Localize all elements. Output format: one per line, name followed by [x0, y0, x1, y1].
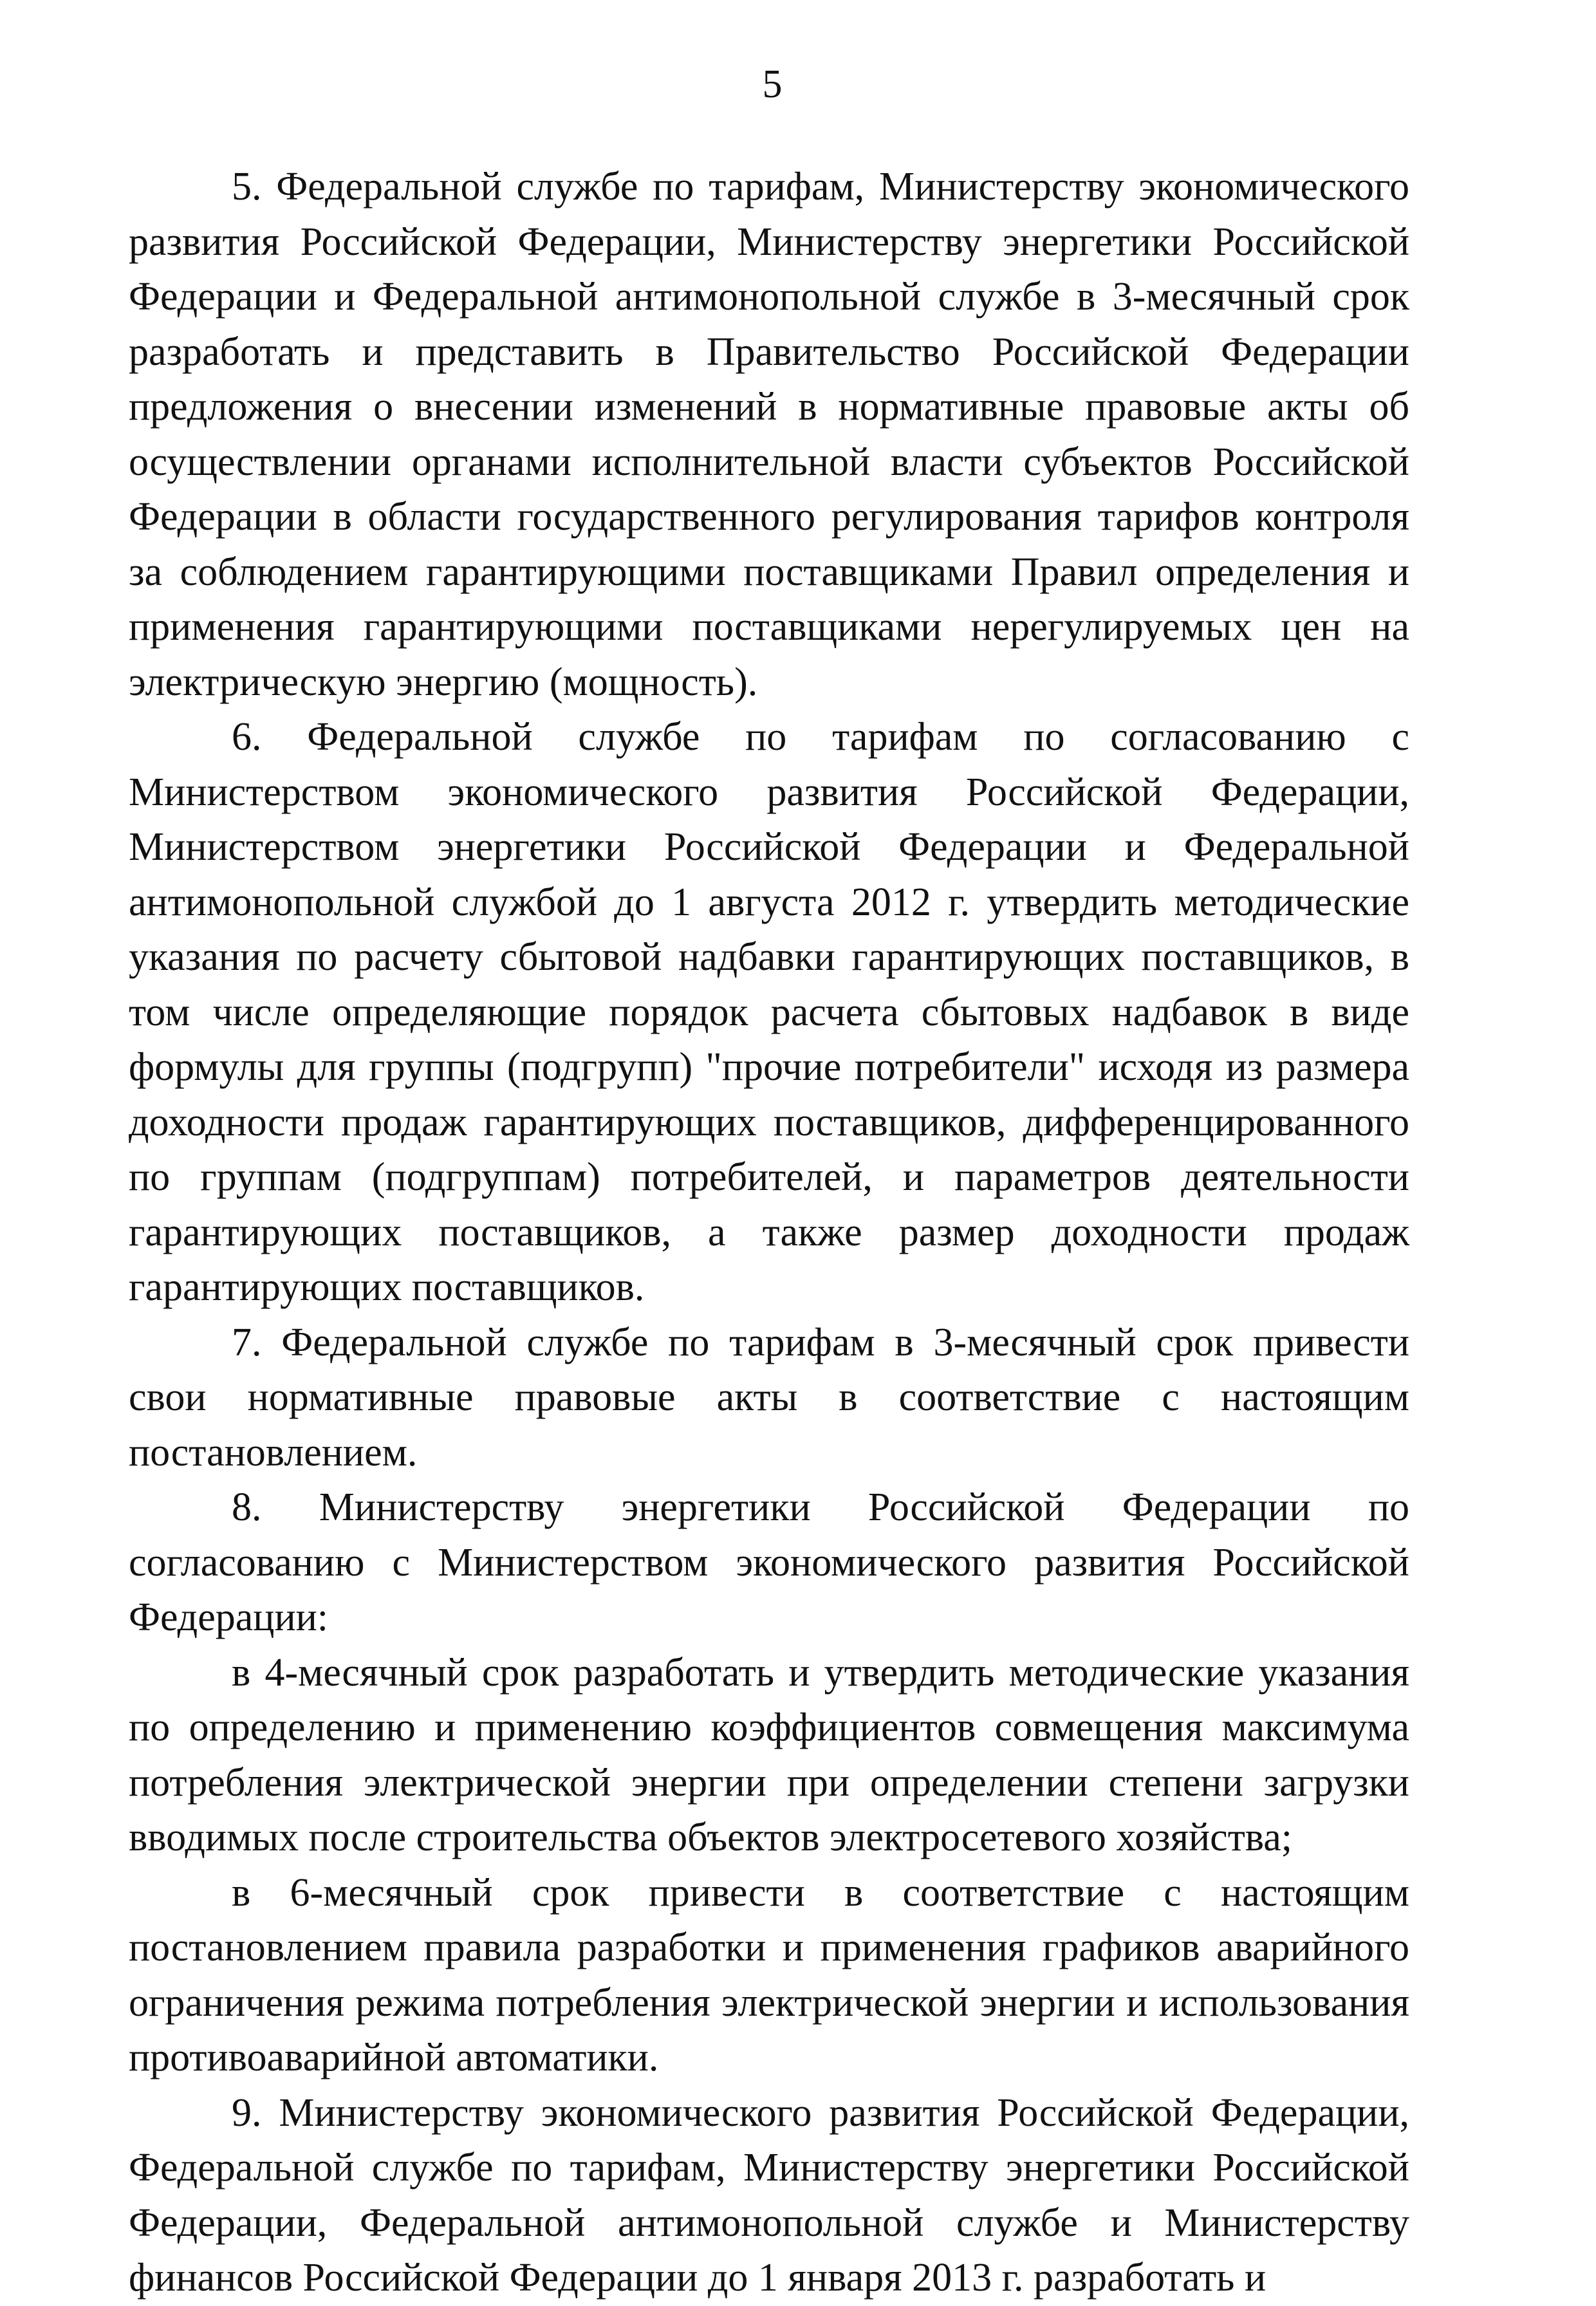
paragraph-8: 8. Министерству энергетики Российской Федерации по согласованию с Министерством экономического развития Российской Федерации: [129, 1485, 1409, 1639]
paragraph-8-item-1: в 4-месячный срок разработать и утвердить методические указания по определению и применению коэффициентов совмещения максимума потребления электрической энергии при определении степени загрузки вводимых после строительства объектов электросетевого хозяйства; [129, 1650, 1409, 1859]
paragraph-6: 6. Федеральной службе по тарифам по согласованию с Министерством экономического развития Российской Федерации, Министерством энергетики Российской Федерации и Федеральной антимонопольной службой до 1 августа 2012 г. утвердить методические указания по расчету сбытовой надбавки гарантирующих поставщиков, в том числе определяющие порядок расчета сбытовых надбавок в виде формулы для группы (подгрупп) "прочие потребители" исходя из размера доходности продаж гарантирующих поставщиков, дифференцированного по группам (подгруппам) потребителей, и параметров деятельности гарантирующих поставщиков, а также размер доходности продаж гарантирующих поставщиков. [129, 715, 1409, 1309]
document-body [129, 160, 1409, 2306]
page-number: 5 [762, 62, 783, 106]
paragraph-9: 9. Министерству экономического развития Российской Федерации, Федеральной службе по тарифам, Министерству энергетики Российской Федерации, Федеральной антимонопольной службе и Министерству финансов Российской Федерации до 1 января 2013 г. разработать и [129, 2090, 1409, 2300]
paragraph-5: 5. Федеральной службе по тарифам, Министерству экономического развития Российской Федерации, Министерству энергетики Российской Федерации и Федеральной антимонопольной службе в 3-месячный срок разработать и представить в Правительство Российской Федерации предложения о внесении изменений в нормативные правовые акты об осуществлении органами исполнительной власти субъектов Российской Федерации в области государственного регулирования тарифов контроля за соблюдением гарантирующими поставщиками Правил определения и применения гарантирующими поставщиками нерегулируемых цен на электрическую энергию (мощность). [129, 165, 1409, 704]
paragraph-8-item-2: в 6-месячный срок привести в соответствие с настоящим постановлением правила разработки и применения графиков аварийного ограничения режима потребления электрической энергии и использования противоаварийной автоматики. [129, 1870, 1409, 2079]
paragraph-7: 7. Федеральной службе по тарифам в 3-месячный срок привести свои нормативные правовые акты в соответствие с настоящим постановлением. [129, 1320, 1409, 1474]
